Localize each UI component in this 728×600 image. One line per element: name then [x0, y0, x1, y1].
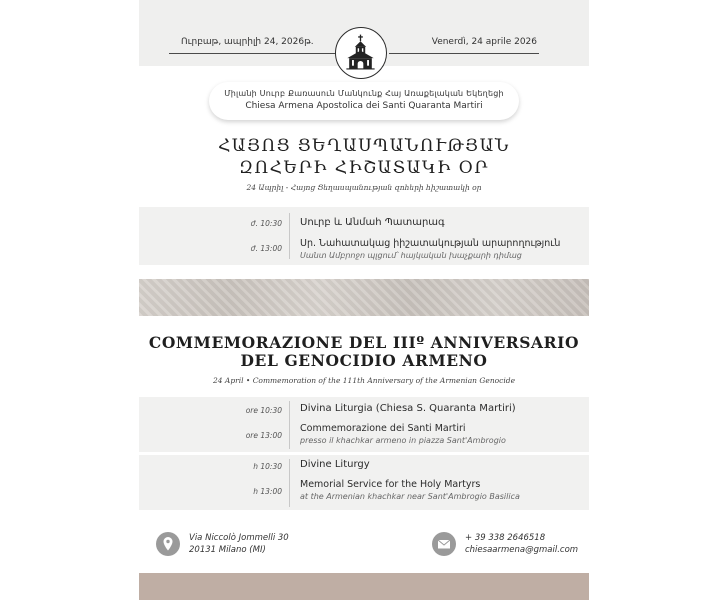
schedule-time: ore 13:00: [245, 431, 282, 440]
footer-band: [139, 573, 589, 600]
schedule-divider: [289, 401, 290, 449]
schedule-event-title: Memorial Service for the Holy Martyrs: [300, 479, 481, 490]
address-line2: 20131 Milano (MI): [189, 545, 266, 555]
church-name-italian: Chiesa Armena Apostolica dei Santi Quaranta Martiri: [245, 101, 483, 111]
english-schedule: [139, 455, 589, 510]
schedule-event-note: presso il khachkar armeno in piazza Sant'Ambrogio: [300, 436, 506, 445]
schedule-event-note: at the Armenian khachkar near Sant'Ambrogio Basilica: [300, 492, 520, 501]
envelope-icon: [432, 532, 456, 556]
khachkar-stone-banner: [139, 279, 589, 316]
schedule-time: ժ. 10:30: [250, 219, 282, 228]
schedule-time: ore 10:30: [245, 406, 282, 415]
armenian-title-line1: ՀԱՅՈՑ ՑԵՂԱՍՊԱՆՈՒԹՅԱՆ: [218, 136, 510, 156]
italian-title-line2: DEL GENOCIDIO ARMENO: [240, 351, 488, 370]
flyer-page: [139, 0, 589, 600]
schedule-time: ժ. 13:00: [250, 244, 282, 253]
phone-number[interactable]: + 39 338 2646518: [465, 533, 546, 543]
header-rule-left: [169, 53, 335, 54]
location-pin-icon: [156, 532, 180, 556]
schedule-time: h 13:00: [253, 487, 282, 496]
schedule-divider: [289, 213, 290, 259]
schedule-event-title: Divina Liturgia (Chiesa S. Quaranta Martiri): [300, 403, 516, 414]
date-italian: Venerdì, 24 aprile 2026: [431, 37, 537, 47]
church-name-banner: [209, 82, 519, 120]
armenian-subtitle: 24 Ապրիլ - Հայոց Ցեղասպանության զոհերի հիշատակի օր: [246, 183, 482, 192]
date-armenian: Ուրբաթ, ապրիլի 24, 2026թ.: [181, 37, 314, 47]
italian-schedule: [139, 397, 589, 452]
church-emblem-icon: [335, 27, 387, 79]
schedule-event-title: Commemorazione dei Santi Martiri: [300, 423, 466, 434]
armenian-schedule: [139, 207, 589, 265]
schedule-event-title: Սր. Նահատակաց իիշատակության արարողություն: [300, 238, 561, 249]
schedule-time: h 10:30: [253, 462, 282, 471]
italian-title-line1: COMMEMORAZIONE DEL IIIº ANNIVERSARIO: [148, 333, 580, 352]
schedule-divider: [289, 459, 290, 507]
schedule-event-title: Սուրբ և Անմահ Պատարագ: [300, 217, 445, 228]
header-rule-right: [389, 53, 539, 54]
address-line1: Via Niccolò Jommelli 30: [189, 533, 289, 543]
armenian-title-line2: ԶՈՀԵՐԻ ՀԻՇԱՏԱԿԻ ՕՐ: [239, 158, 489, 178]
italian-subtitle: 24 April • Commemoration of the 111th Anniversary of the Armenian Genocide: [212, 376, 516, 385]
email-address[interactable]: chiesaarmena@gmail.com: [465, 545, 579, 555]
schedule-event-note: Սանտ Ամբրոջո պլցում՝ հայկական խաչքարի դիմաց: [300, 251, 522, 260]
church-name-armenian: Միլանի Սուրբ Քառասուն Մանկունք Հայ Առաքելական Եկեղեցի: [224, 89, 504, 98]
schedule-event-title: Divine Liturgy: [300, 459, 370, 470]
